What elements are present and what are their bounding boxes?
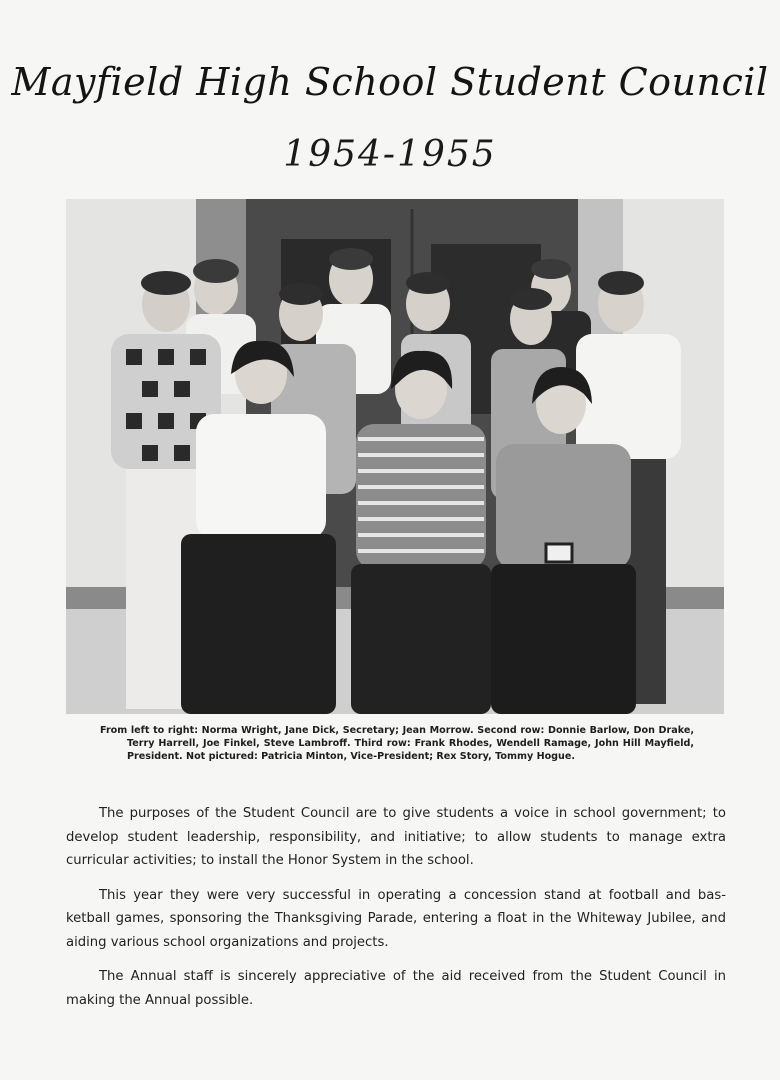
page-title: Mayfield High School Student Council — [11, 60, 769, 104]
page-years: 1954-1955 — [283, 134, 497, 175]
body-text — [66, 802, 726, 1023]
paragraph-appreciation: The Annual staff is sincerely appreciative of the aid received from the Student Council in making the Annual possible. — [66, 969, 726, 1008]
paragraph-accomplishments: This year they were very successful in operating a concession stand at football and bas-ketball games, sponsoring the Thanksgiving Parade, entering a float in the Whiteway Jubilee, and aiding various school organizations and projects. — [66, 887, 726, 950]
front-row — [181, 341, 636, 714]
group-photo — [66, 199, 724, 714]
paragraph-purposes: The purposes of the Student Council are to give students a voice in school government; to develop student leadership, responsibility, and initiative; to allow students to manage extra curricular activities; to install the Honor System in the school. — [66, 806, 726, 868]
photo-caption: From left to right: Norma Wright, Jane Dick, Secretary; Jean Morrow. Second row: Donnie Barlow, Don Drake, Terry Harrell, Joe Finkel, Steve Lambroff. Third row: Frank Rhodes, Wendell Ramage, John Hill Mayfield, President. Not pictured: Patricia Minton, Vice-President; Rex Story, Tommy Hogue. — [100, 725, 694, 762]
